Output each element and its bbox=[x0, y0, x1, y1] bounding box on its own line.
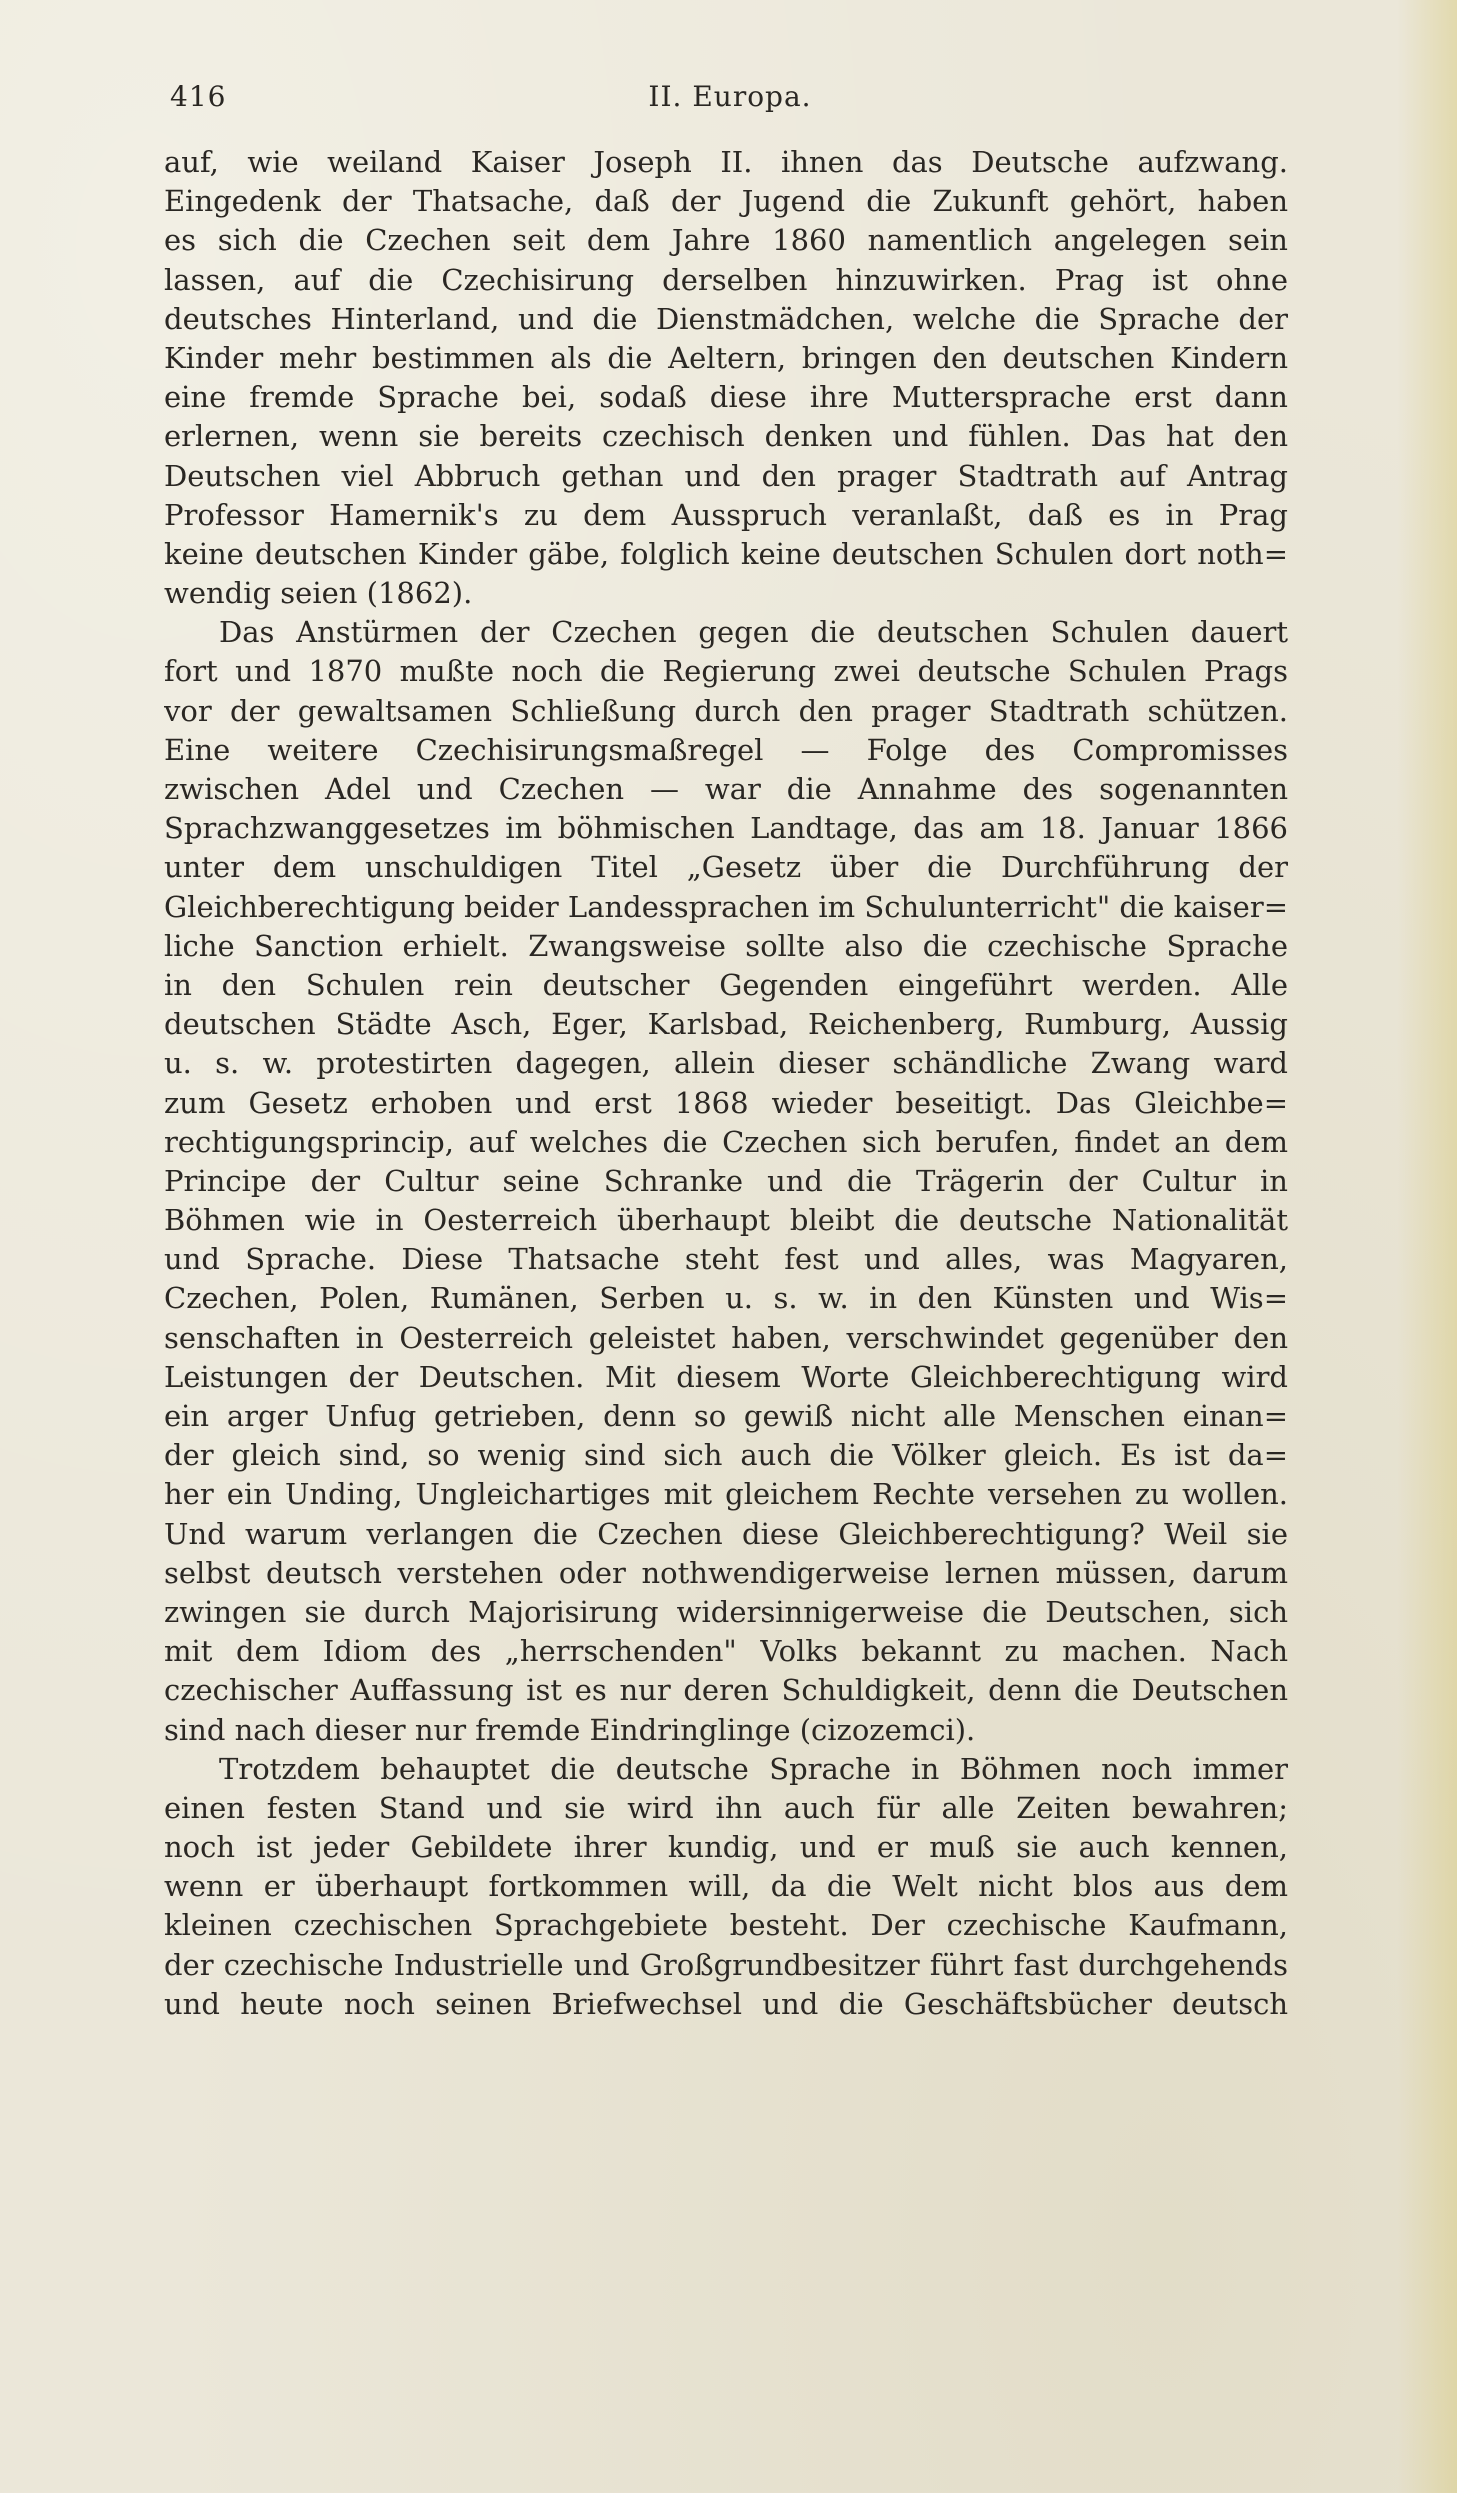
text-line: Böhmen wie in Oesterreich überhaupt bleibt die deutsche Nationalität bbox=[164, 1203, 1288, 1238]
text-line: Das Anstürmen der Czechen gegen die deutschen Schulen dauert bbox=[219, 615, 1288, 650]
text-line: Leistungen der Deutschen. Mit diesem Worte Gleichberechtigung wird bbox=[164, 1359, 1288, 1394]
text-line: rechtigungsprincip, auf welches die Czechen sich berufen, findet an dem bbox=[164, 1124, 1288, 1159]
text-line: auf, wie weiland Kaiser Joseph II. ihnen das Deutsche aufzwang. bbox=[164, 145, 1288, 179]
running-head: II. Europa. bbox=[648, 80, 812, 113]
text-line: sind nach dieser nur fremde Eindringlinge (cizozemci). bbox=[164, 1712, 976, 1747]
text-line: Trotzdem behauptet die deutsche Sprache in Böhmen noch immer bbox=[219, 1751, 1288, 1786]
text-line: selbst deutsch verstehen oder nothwendigerweise lernen müssen, darum bbox=[164, 1555, 1288, 1590]
text-line: wendig seien (1862). bbox=[164, 576, 473, 611]
text-line: deutsches Hinterland, und die Dienstmädchen, welche die Sprache der bbox=[164, 301, 1288, 336]
text-line: Sprachzwanggesetzes im böhmischen Landtage, das am 18. Januar 1866 bbox=[164, 811, 1288, 846]
text-line: Gleichberechtigung beider Landessprachen im Schulunterricht" die kaiser= bbox=[164, 889, 1288, 924]
page-edge-stain bbox=[1397, 0, 1457, 2493]
text-line: czechischer Auffassung ist es nur deren Schuldigkeit, denn die Deutschen bbox=[164, 1673, 1288, 1708]
text-line: kleinen czechischen Sprachgebiete besteht. Der czechische Kaufmann, bbox=[164, 1908, 1288, 1943]
text-line: her ein Unding, Ungleichartiges mit gleichem Rechte versehen zu wollen. bbox=[164, 1477, 1288, 1512]
text-line: keine deutschen Kinder gäbe, folglich keine deutschen Schulen dort noth= bbox=[164, 536, 1288, 571]
text-line: noch ist jeder Gebildete ihrer kundig, und er muß sie auch kennen, bbox=[164, 1830, 1288, 1865]
text-line: der czechische Industrielle und Großgrundbesitzer führt fast durchgehends bbox=[164, 1947, 1288, 1982]
text-line: Und warum verlangen die Czechen diese Gleichberechtigung? Weil sie bbox=[164, 1516, 1288, 1551]
text-line: u. s. w. protestirten dagegen, allein dieser schändliche Zwang ward bbox=[164, 1046, 1288, 1081]
text-line: mit dem Idiom des „herrschenden" Volks bekannt zu machen. Nach bbox=[164, 1634, 1288, 1669]
text-line: einen festen Stand und sie wird ihn auch für alle Zeiten bewahren; bbox=[164, 1790, 1288, 1825]
text-line: und Sprache. Diese Thatsache steht fest und alles, was Magyaren, bbox=[164, 1242, 1288, 1277]
text-line: zwingen sie durch Majorisirung widersinnigerweise die Deutschen, sich bbox=[164, 1594, 1288, 1629]
text-line: zum Gesetz erhoben und erst 1868 wieder beseitigt. Das Gleichbe= bbox=[164, 1085, 1288, 1120]
text-line: Eine weitere Czechisirungsmaßregel — Folge des Compromisses bbox=[164, 732, 1288, 767]
text-line: Czechen, Polen, Rumänen, Serben u. s. w. in den Künsten und Wis= bbox=[164, 1281, 1288, 1316]
text-line: ein arger Unfug getrieben, denn so gewiß nicht alle Menschen einan= bbox=[164, 1399, 1288, 1433]
text-line: Kinder mehr bestimmen als die Aeltern, bringen den deutschen Kindern bbox=[164, 340, 1288, 375]
text-line: eine fremde Sprache bei, sodaß diese ihre Muttersprache erst dann bbox=[164, 380, 1288, 415]
text-line: wenn er überhaupt fortkommen will, da die Welt nicht blos aus dem bbox=[164, 1869, 1288, 1904]
text-line: unter dem unschuldigen Titel „Gesetz über die Durchführung der bbox=[164, 850, 1288, 885]
text-line: in den Schulen rein deutscher Gegenden eingeführt werden. Alle bbox=[164, 967, 1288, 1002]
text-line: Professor Hamernik's zu dem Ausspruch veranlaßt, daß es in Prag bbox=[164, 497, 1288, 532]
page-header bbox=[170, 80, 1290, 130]
text-line: deutschen Städte Asch, Eger, Karlsbad, Reichenberg, Rumburg, Aussig bbox=[164, 1007, 1288, 1042]
text-line: zwischen Adel und Czechen — war die Annahme des sogenannten bbox=[164, 772, 1288, 806]
text-line: Deutschen viel Abbruch gethan und den prager Stadtrath auf Antrag bbox=[164, 458, 1288, 493]
text-line: fort und 1870 mußte noch die Regierung zwei deutsche Schulen Prags bbox=[164, 654, 1288, 689]
text-line: liche Sanction erhielt. Zwangsweise sollte also die czechische Sprache bbox=[164, 928, 1288, 963]
text-line: senschaften in Oesterreich geleistet haben, verschwindet gegenüber den bbox=[164, 1320, 1288, 1355]
text-line: lassen, auf die Czechisirung derselben hinzuwirken. Prag ist ohne bbox=[164, 262, 1288, 297]
text-line: vor der gewaltsamen Schließung durch den prager Stadtrath schützen. bbox=[164, 693, 1288, 728]
text-line: erlernen, wenn sie bereits czechisch denken und fühlen. Das hat den bbox=[164, 419, 1288, 454]
text-line: der gleich sind, so wenig sind sich auch die Völker gleich. Es ist da= bbox=[164, 1438, 1288, 1473]
text-line: Eingedenk der Thatsache, daß der Jugend die Zukunft gehört, haben bbox=[164, 184, 1288, 219]
text-line: Principe der Cultur seine Schranke und die Trägerin der Cultur in bbox=[164, 1163, 1288, 1198]
page-number: 416 bbox=[170, 80, 227, 113]
text-line: und heute noch seinen Briefwechsel und die Geschäftsbücher deutsch bbox=[164, 1986, 1288, 2021]
body-text bbox=[164, 143, 1288, 2443]
text-line: es sich die Czechen seit dem Jahre 1860 namentlich angelegen sein bbox=[164, 223, 1288, 258]
